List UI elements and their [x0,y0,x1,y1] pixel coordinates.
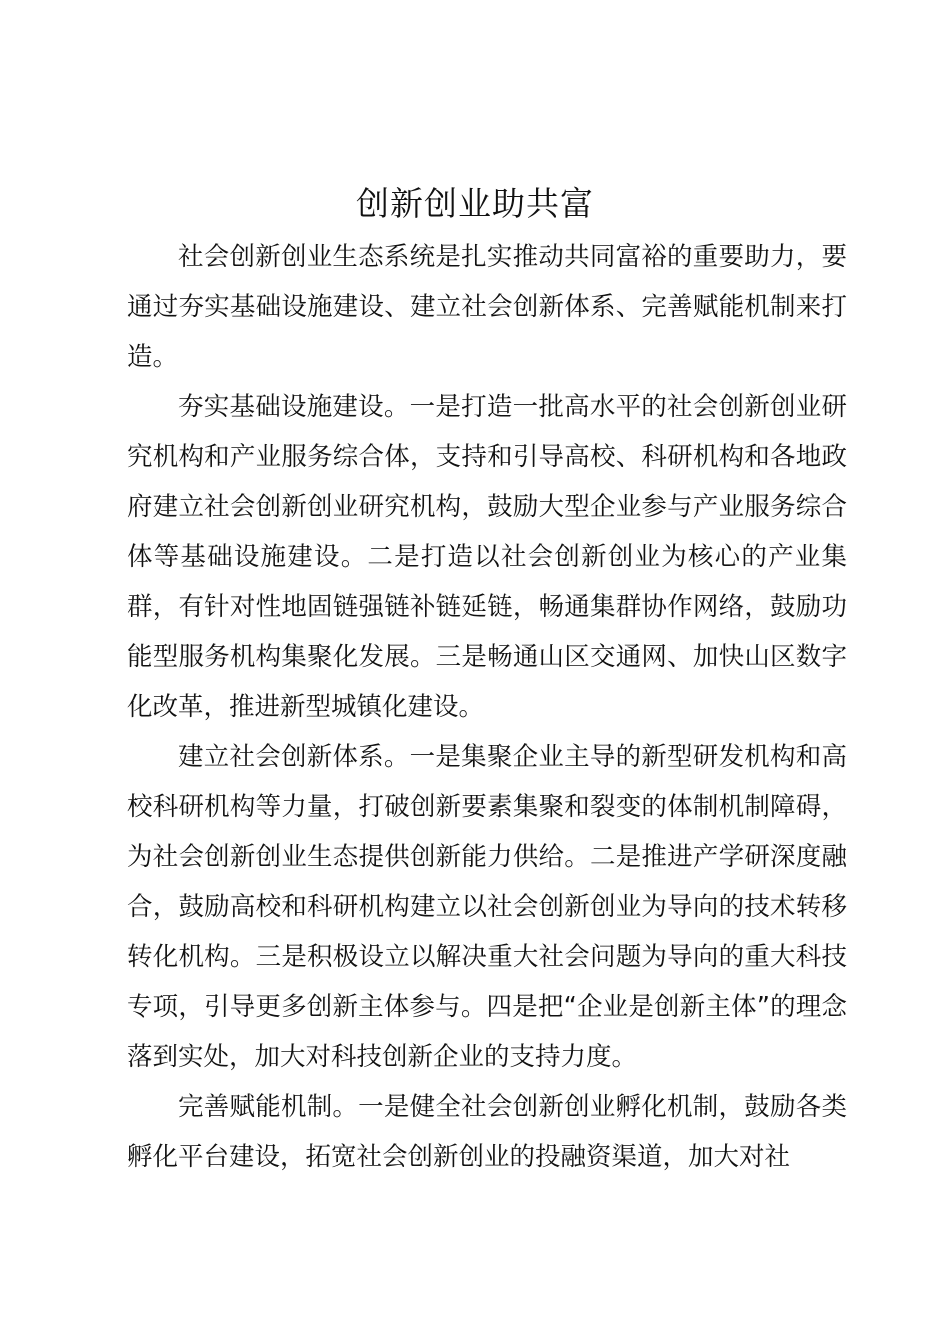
paragraph-infrastructure: 夯实基础设施建设。一是打造一批高水平的社会创新创业研究机构和产业服务综合体，支持和引导高校、科研机构和各地政府建立社会创新创业研究机构，鼓励大型企业参与产业服务综合体等基础设施建设。二是打造以社会创新创业为核心的产业集群，有针对性地固链强链补链延链，畅通集群协作网络，鼓励功能型服务机构集聚化发展。三是畅通山区交通网、加快山区数字化改革，推进新型城镇化建设。 [127,392,847,722]
paragraph-intro: 社会创新创业生态系统是扎实推动共同富裕的重要助力，要通过夯实基础设施建设、建立社会创新体系、完善赋能机制来打造。 [127,242,847,372]
document-body [127,232,847,1182]
paragraph-empowerment: 完善赋能机制。一是健全社会创新创业孵化机制，鼓励各类孵化平台建设，拓宽社会创新创业的投融资渠道，加大对社 [127,1092,847,1172]
document-title: 创新创业助共富 [356,184,594,223]
paragraph-innovation-system: 建立社会创新体系。一是集聚企业主导的新型研发机构和高校科研机构等力量，打破创新要素集聚和裂变的体制机制障碍，为社会创新创业生态提供创新能力供给。二是推进产学研深度融合，鼓励高校和科研机构建立以社会创新创业为导向的技术转移转化机构。三是积极设立以解决重大社会问题为导向的重大科技专项，引导更多创新主体参与。四是把“企业是创新主体”的理念落到实处，加大对科技创新企业的支持力度。 [127,742,847,1072]
